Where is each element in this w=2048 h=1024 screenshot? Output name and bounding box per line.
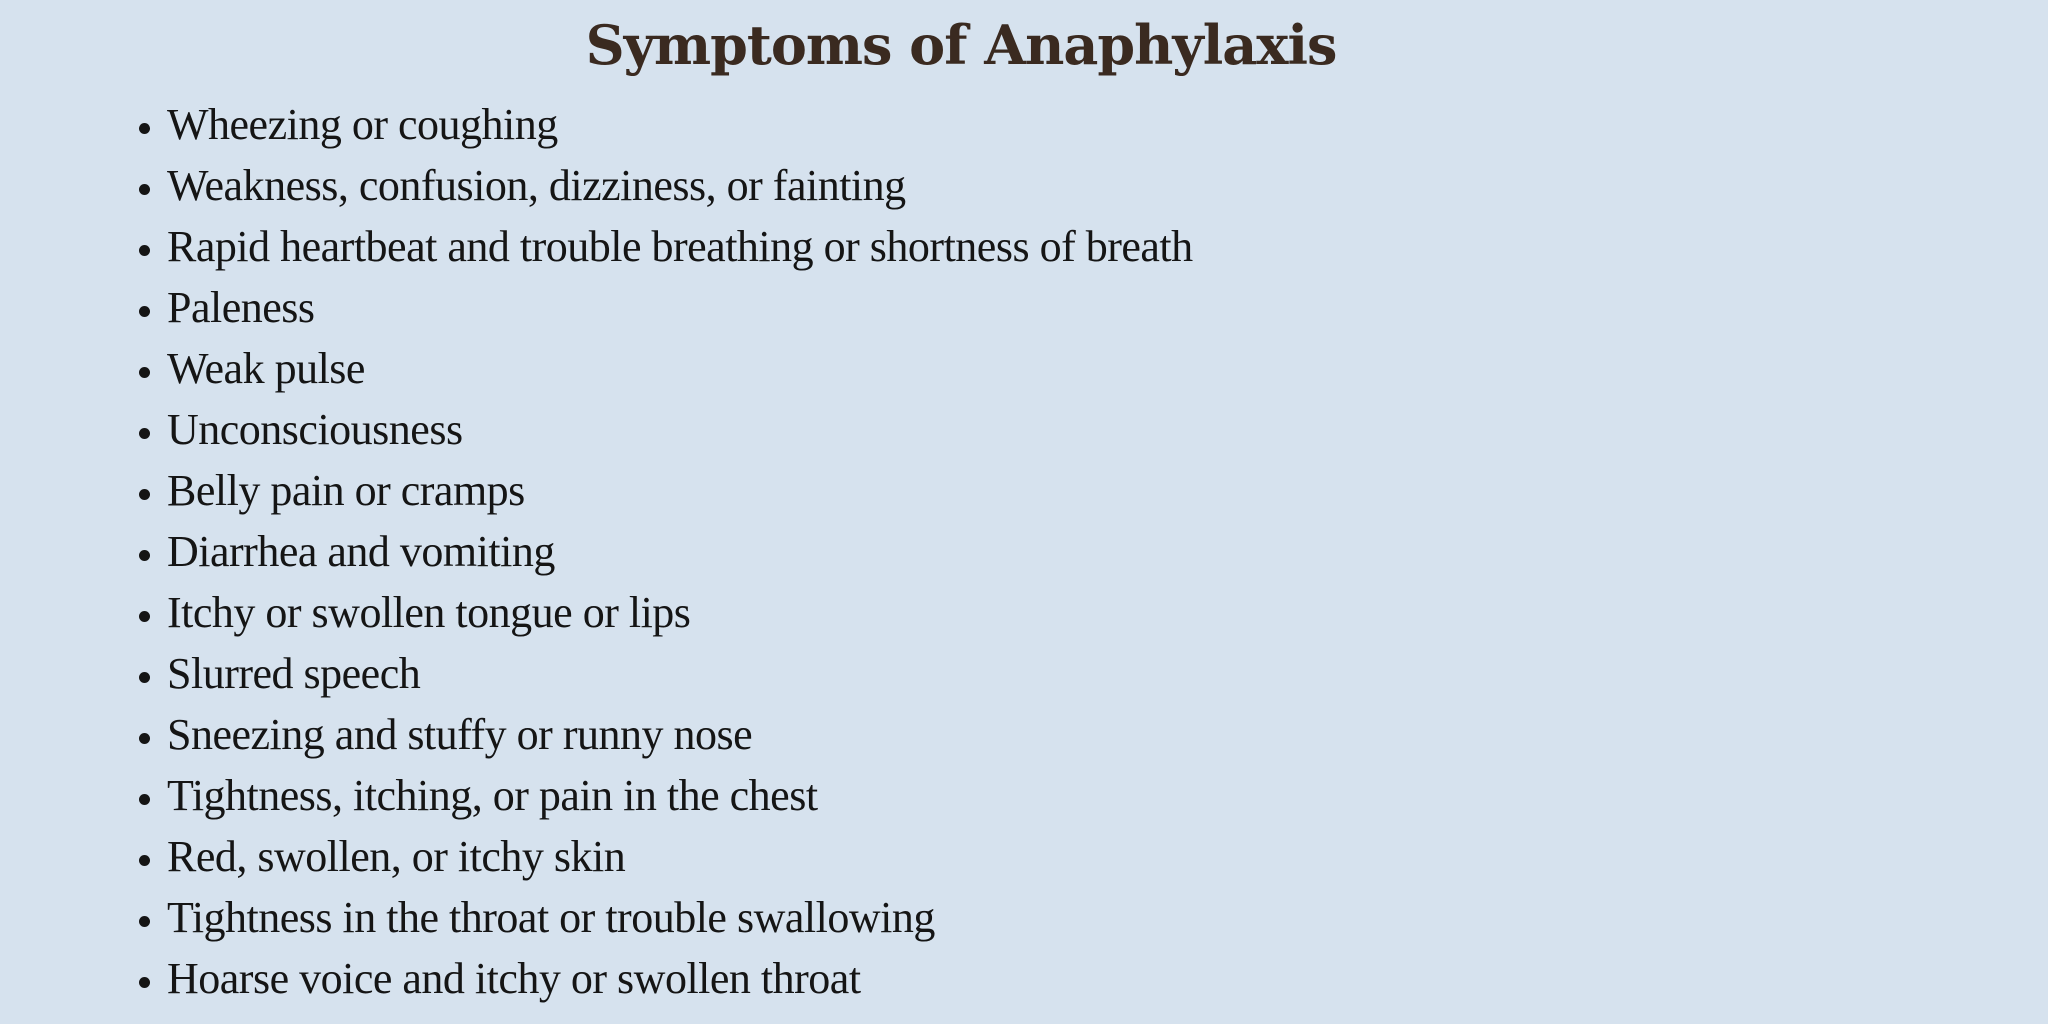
list-item: • Rapid heartbeat and trouble breathing or shortness of breath — [167, 216, 2048, 277]
page-title: Symptoms of Anaphylaxis — [585, 13, 1337, 77]
list-item: • Itchy or swollen tongue or lips — [167, 582, 2048, 643]
list-item: • Slurred speech — [167, 643, 2048, 704]
list-item: • Diarrhea and vomiting — [167, 521, 2048, 582]
list-item: • Hoarse voice and itchy or swollen throat — [167, 948, 2048, 1009]
list-item: • Unconsciousness — [167, 399, 2048, 460]
list-item: • Tightness, itching, or pain in the chest — [167, 765, 2048, 826]
list-item: • Belly pain or cramps — [167, 460, 2048, 521]
list-item: • Sneezing and stuffy or runny nose — [167, 704, 2048, 765]
list-item: • Weak pulse — [167, 338, 2048, 399]
list-item: • Paleness — [167, 277, 2048, 338]
list-item: • Wheezing or coughing — [167, 94, 2048, 155]
symptom-list — [0, 94, 2048, 1009]
list-item: • Weakness, confusion, dizziness, or fainting — [167, 155, 2048, 216]
list-item: • Tightness in the throat or trouble swallowing — [167, 887, 2048, 948]
list-item: • Red, swollen, or itchy skin — [167, 826, 2048, 887]
